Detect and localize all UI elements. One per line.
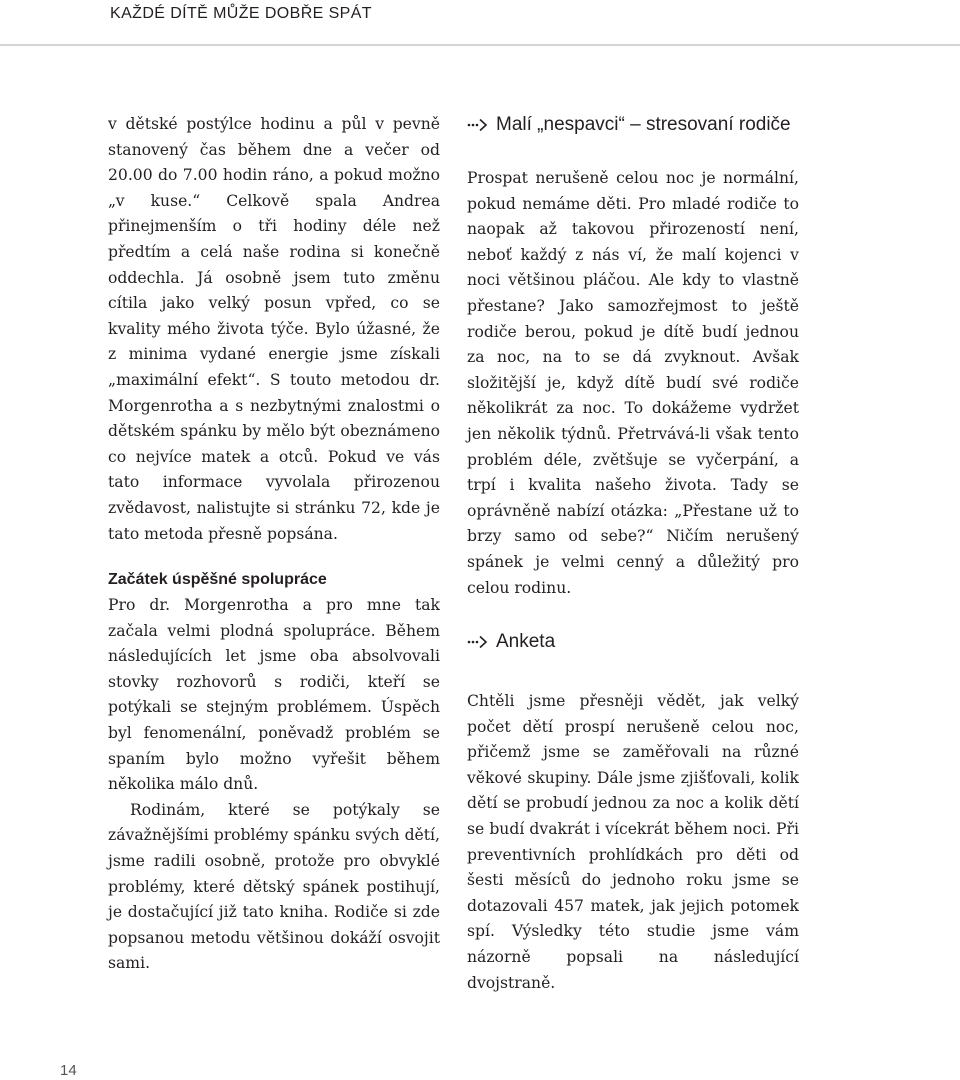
paragraph-left-1: v dětské postýlce hodinu a půl v pevně stanovený čas během dne a večer od 20.00 do 7.00 hodin ráno, a pokud možno „v kuse.“ Celkově spala Andrea přinejmenším o tři hodiny déle než předtím a celá naše rodina si konečně oddechla. Já osobně jsem tuto změnu cítila jako velký posun vpřed, co se kvality mého života týče. Bylo úžasné, že z minima vydané energie jsme získali „maximální efekt“. S touto metodou dr. Morgenrotha a s nezbytnými znalostmi o dětském spánku by mělo být obeznámeno co nejvíce matek a otců. Pokud ve vás tato informace vyvolala přirozenou zvědavost, nalistujte si stránku 72, kde je tato metoda přesně popsána. — [108, 115, 440, 543]
section-heading-nespavci — [467, 112, 799, 138]
paragraph-left-3: Rodinám, které se potýkaly se závažnějšími problémy spánku svých dětí, jsme radili osobně, protože pro obvyklé problémy, které dětský spánek postihují, je dostačující již tato kniha. Rodiče si zde popsanou metodu většinou dokáží osvojit sami. — [108, 800, 440, 973]
dotted-arrow-icon — [467, 118, 488, 132]
running-head: KAŽDÉ DÍTĚ MŮŽE DOBŘE SPÁT — [110, 5, 372, 22]
section-title-nespavci: Malí „nespavci“ – stresovaní rodiče — [496, 114, 791, 135]
paragraph-right-2: Chtěli jsme přesněji vědět, jak velký počet dětí prospí nerušeně celou noc, přičemž jsme se zaměřovali na různé věkové skupiny. Dále jsme zjišťovali, kolik dětí se probudí jednou za noc a kolik dětí se budí dvakrát i vícekrát během noci. Při preventivních prohlídkách pro děti od šesti měsíců do jednoho roku jsme se dotazovali 457 matek, jak jejich potomek spí. Výsledky této studie jsme vám názorně popsali na následující dvojstraně. — [467, 692, 799, 992]
dotted-arrow-icon — [467, 635, 488, 649]
subheading-spoluprace: Začátek úspěšné spolupráce — [108, 571, 327, 589]
left-column — [108, 112, 440, 977]
paragraph-left-2: Pro dr. Morgenrotha a pro mne tak začala velmi plodná spolupráce. Během následujících let jsme oba absolvovali stovky rozhovorů s rodiči, kteří se potýkali se stejným problémem. Úspěch byl fenomenální, poněvadž problém se spaním bylo možno vyřešit během několika málo dnů. — [108, 596, 440, 794]
section-heading-anketa — [467, 629, 799, 655]
right-column — [467, 112, 799, 996]
section-title-anketa: Anketa — [496, 631, 556, 653]
page-number: 14 — [60, 1062, 77, 1079]
header-rule — [0, 44, 960, 46]
paragraph-right-1: Prospat nerušeně celou noc je normální, pokud nemáme děti. Pro mladé rodiče to naopak až takovou přirozeností není, neboť každý z nás ví, že malí kojenci v noci většinou pláčou. Ale kdy to vlastně přestane? Jako samozřejmost to ještě rodiče berou, pokud je dítě budí jednou za noc, na to se dá zvyknout. Avšak složitější je, když dítě budí své rodiče několikrát za noc. To dokážeme vydržet jen několik týdnů. Přetrvává-li však tento problém déle, zvětšuje se vyčerpání, a trpí i kvalita našeho života. Tady se oprávněně nabízí otázka: „Přestane už to brzy samo od sebe?“ Ničím nerušený spánek je velmi cenný a důležitý pro celou rodinu. — [467, 169, 799, 597]
